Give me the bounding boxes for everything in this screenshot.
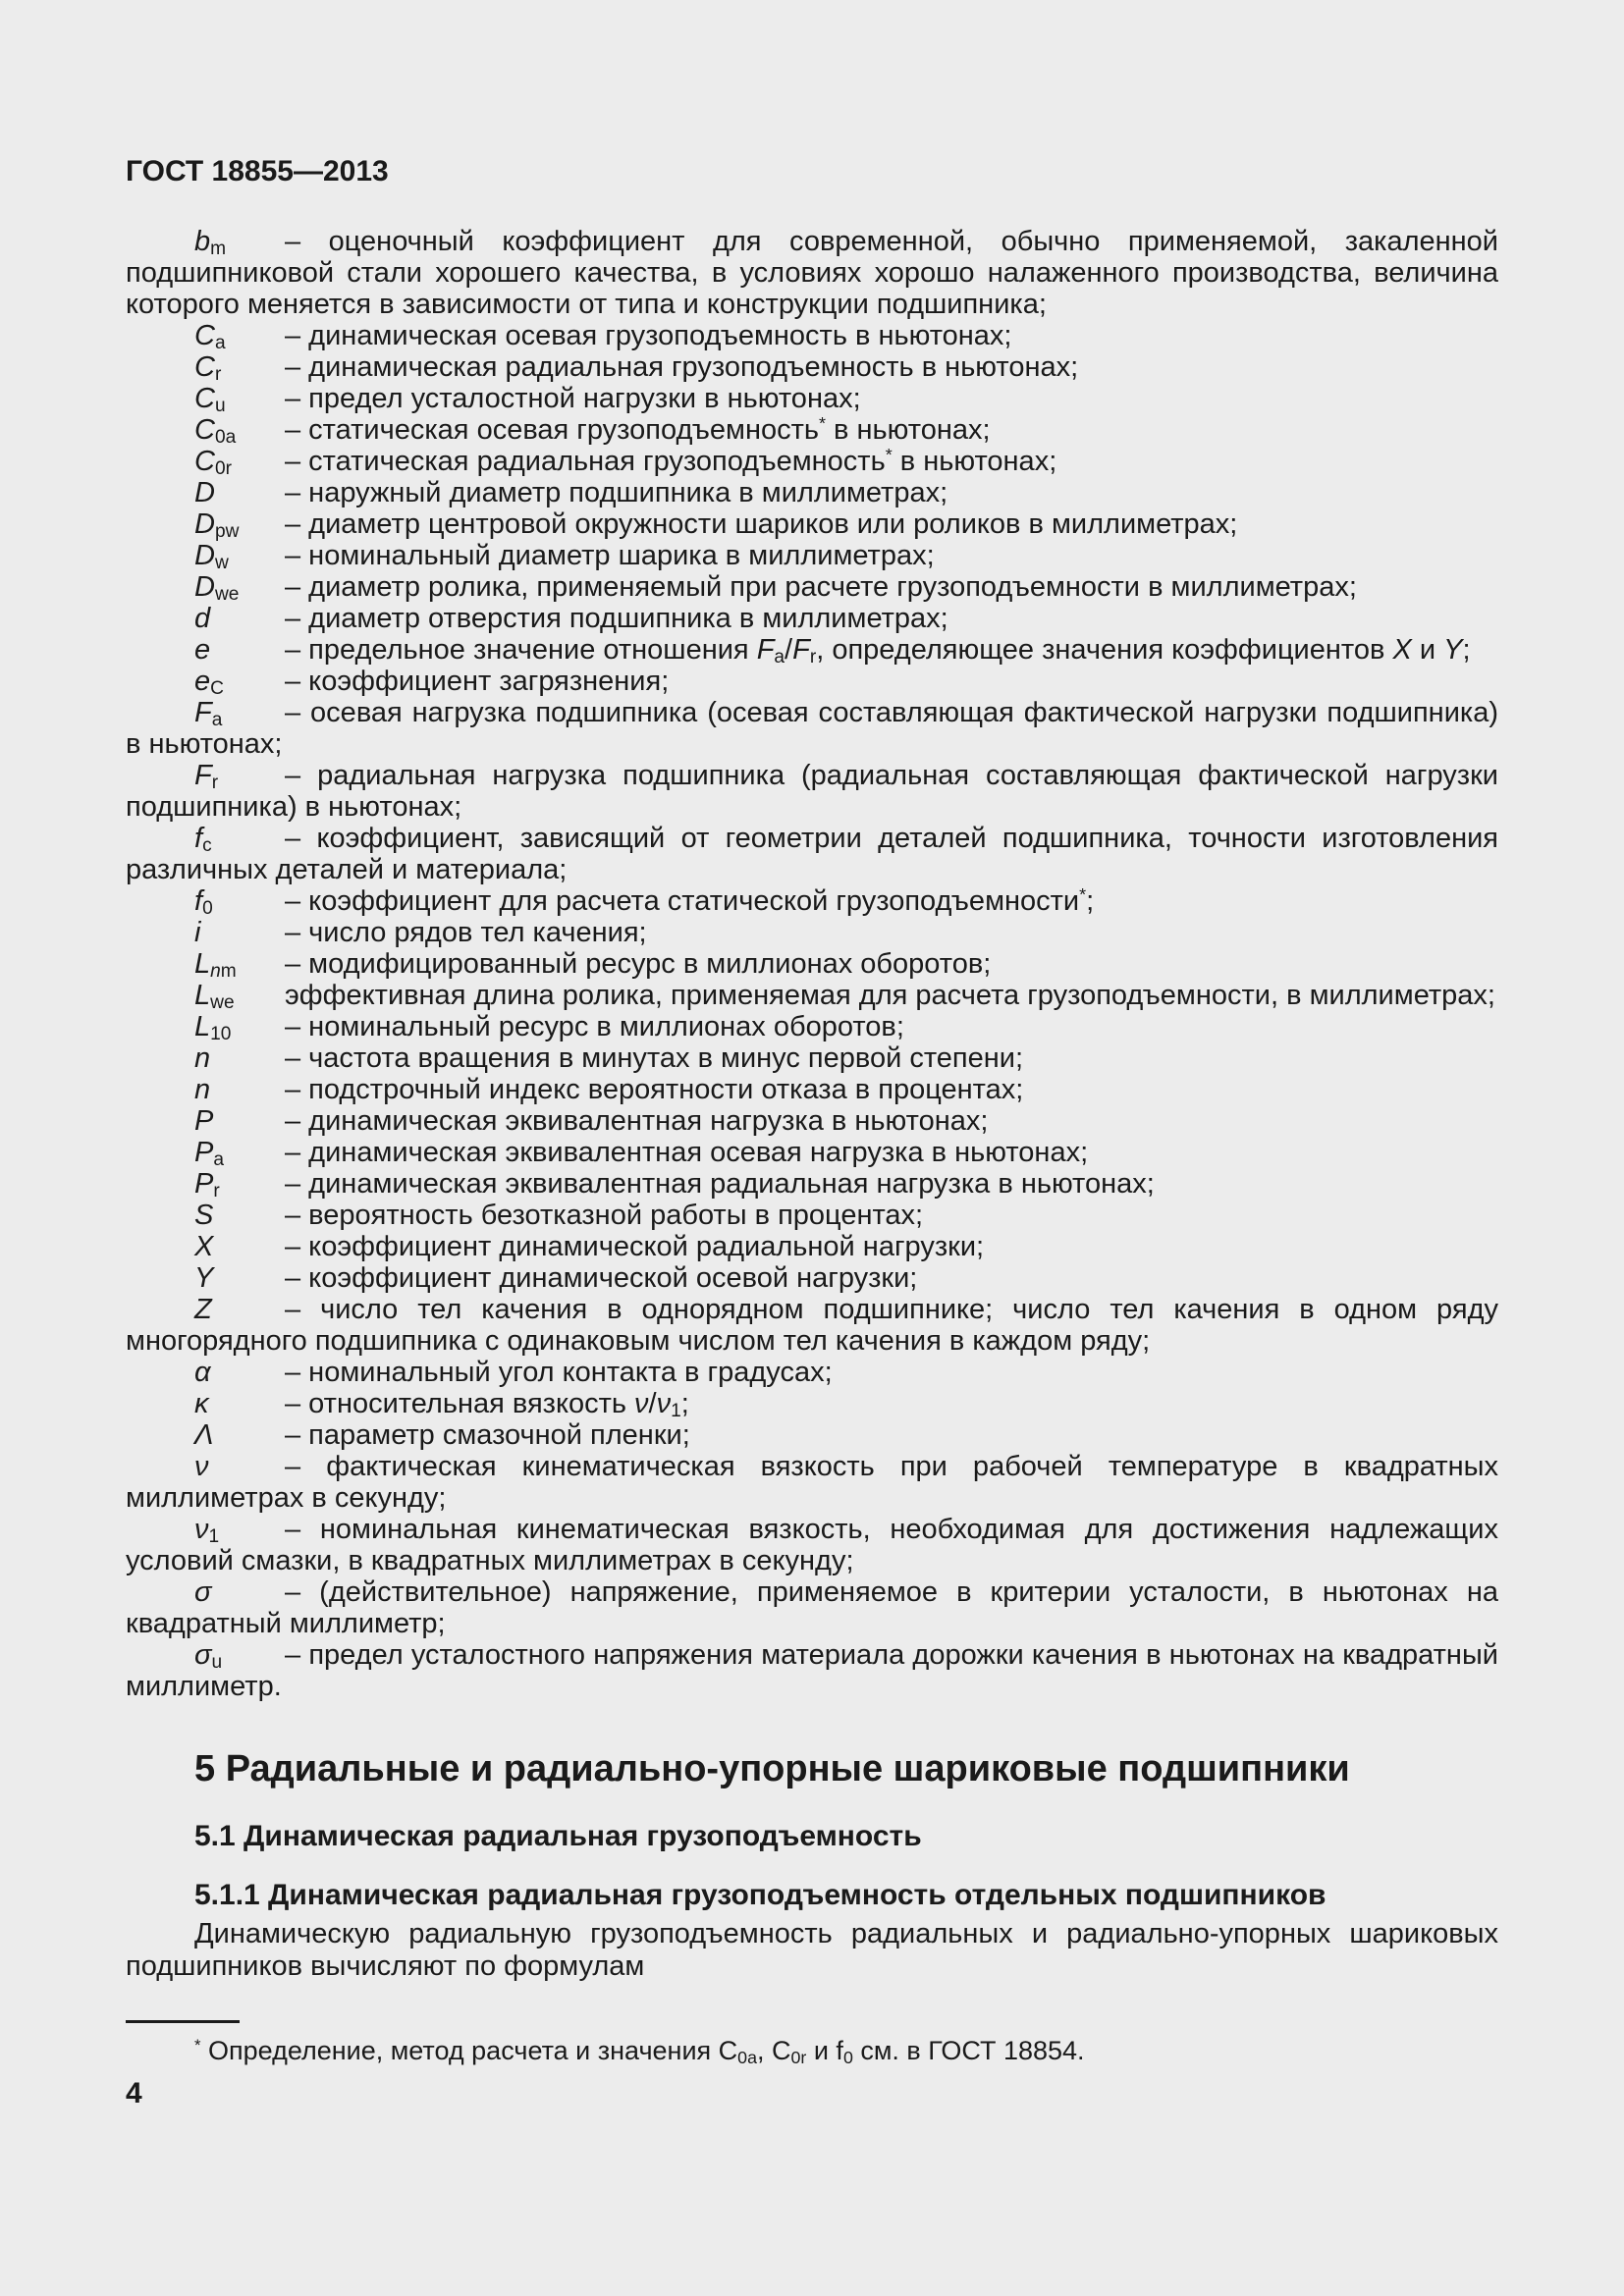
subscript: r xyxy=(213,1181,220,1202)
text-run: – номинальный диаметр шарика в миллиметрах; xyxy=(285,540,935,571)
definition-symbol xyxy=(126,351,285,386)
text-run: C xyxy=(194,414,215,446)
text-run: – осевая нагрузка подшипника (осевая составляющая фактической нагрузки подшипника) в ньютонах; xyxy=(126,697,1498,760)
text-run: эффективная длина ролика, применяемая для расчета грузоподъемности, в миллиметрах; xyxy=(285,980,1495,1011)
text-run: – диаметр ролика, применяемый при расчете грузоподъемности в миллиметрах; xyxy=(285,571,1357,603)
subscript: u xyxy=(211,1652,223,1674)
definition-symbol xyxy=(126,1137,285,1171)
content-column xyxy=(126,155,1498,1983)
text-run: см. в ГОСТ 18854. xyxy=(852,2036,1085,2065)
definition-entry xyxy=(126,1168,1498,1200)
text-run: X xyxy=(1392,634,1412,666)
definition-entry xyxy=(126,1576,1498,1639)
definition-entry xyxy=(126,571,1498,606)
subscript: 0a xyxy=(737,2047,757,2067)
text-run: в ньютонах; xyxy=(825,414,991,446)
text-run: ν xyxy=(194,1514,209,1545)
definition-symbol xyxy=(126,540,285,574)
text-run: C xyxy=(194,351,215,383)
text-run: i xyxy=(194,917,201,948)
text-run: L xyxy=(194,948,211,980)
text-run: – модифицированный ресурс в миллионах оборотов; xyxy=(285,948,992,980)
definition-symbol xyxy=(126,1514,285,1548)
text-run: F xyxy=(756,634,775,666)
definition-symbol xyxy=(126,603,285,634)
definition-symbol xyxy=(126,1011,285,1045)
subscript: 1 xyxy=(671,1401,681,1422)
text-run: Z xyxy=(194,1294,212,1325)
text-run: f xyxy=(194,823,203,854)
subscript: we xyxy=(214,584,240,606)
definition-symbol xyxy=(126,320,285,354)
subscript: 0 xyxy=(202,898,213,920)
footnote-rule xyxy=(126,2020,240,2023)
text-run: – предел усталостного напряжения материала дорожки качения в ньютонах на квадратный миллиметр. xyxy=(126,1639,1498,1702)
text-run: – частота вращения в минутах в минус первой степени; xyxy=(285,1042,1024,1074)
text-run: κ xyxy=(194,1388,209,1419)
text-run: / xyxy=(785,634,793,666)
text-run: / xyxy=(648,1388,657,1419)
definition-symbol xyxy=(126,1042,285,1074)
text-run: – коэффициент динамической радиальной нагрузки; xyxy=(285,1231,985,1262)
definition-symbol xyxy=(126,1639,285,1674)
subscript: pw xyxy=(214,521,240,543)
text-run: F xyxy=(194,697,212,728)
subscript: r xyxy=(809,647,817,668)
text-run: d xyxy=(194,603,211,634)
text-run: – номинальная кинематическая вязкость, необходимая для достижения надлежащих условий смазки, в квадратных миллиметрах в секунду; xyxy=(126,1514,1498,1576)
definition-symbol xyxy=(126,1231,285,1262)
definition-symbol xyxy=(126,980,285,1014)
page-number: 4 xyxy=(126,2077,142,2109)
subscript: 0 xyxy=(842,2047,853,2067)
section-heading-5-1: 5.1 Динамическая радиальная грузоподъемность xyxy=(194,1820,922,1852)
definition-entry xyxy=(126,1011,1498,1045)
subscript: we xyxy=(210,992,235,1014)
definition-entry xyxy=(126,917,1498,948)
text-run: P xyxy=(194,1105,214,1137)
definition-symbol xyxy=(126,1451,285,1482)
definition-symbol xyxy=(126,760,285,794)
footnote-text xyxy=(126,2036,1498,2066)
definition-entry xyxy=(126,477,1498,508)
text-run: – коэффициент загрязнения; xyxy=(285,666,670,697)
text-run: и f xyxy=(806,2036,843,2065)
text-run: F xyxy=(194,760,212,791)
definition-entry xyxy=(126,1042,1498,1074)
text-run: f xyxy=(194,885,203,917)
text-run: – статическая осевая грузоподъемность xyxy=(285,414,819,446)
definition-entry xyxy=(126,1137,1498,1171)
text-run: S xyxy=(194,1200,214,1231)
definition-entry xyxy=(126,1388,1498,1422)
text-run: – параметр смазочной пленки; xyxy=(285,1419,690,1451)
definition-entry xyxy=(126,697,1498,760)
definition-entry xyxy=(126,540,1498,574)
definition-entry xyxy=(126,634,1498,666)
text-run: F xyxy=(792,634,810,666)
superscript-star: * xyxy=(194,2035,201,2055)
text-run: – динамическая эквивалентная осевая нагрузка в ньютонах; xyxy=(285,1137,1089,1168)
text-run: ; xyxy=(680,1388,689,1419)
definition-entry xyxy=(126,823,1498,885)
definition-symbol xyxy=(126,1419,285,1451)
text-run: D xyxy=(194,571,215,603)
text-run: – коэффициент для расчета статической грузоподъемности xyxy=(285,885,1080,917)
definition-entry xyxy=(126,1262,1498,1294)
body-paragraph: Динамическую радиальную грузоподъемность радиальных и радиально-упорных шариковых подшипников вычисляют по формулам xyxy=(126,1918,1498,1982)
text-run: и xyxy=(1411,634,1444,666)
subscript: a xyxy=(213,1149,224,1171)
text-run: – динамическая радиальная грузоподъемность в ньютонах; xyxy=(285,351,1079,383)
definition-entry xyxy=(126,226,1498,320)
definition-entry xyxy=(126,383,1498,417)
text-run: – фактическая кинематическая вязкость при рабочей температуре в квадратных миллиметрах в секунду; xyxy=(126,1451,1498,1514)
definition-entry xyxy=(126,413,1498,449)
text-run: – диаметр центровой окружности шариков или роликов в миллиметрах; xyxy=(285,508,1238,540)
definition-entry xyxy=(126,760,1498,823)
text-run: ν xyxy=(634,1388,649,1419)
text-run: – коэффициент, зависящий от геометрии деталей подшипника, точности изготовления различных деталей и материала; xyxy=(126,823,1498,885)
definition-symbol xyxy=(126,885,285,920)
definition-entry xyxy=(126,1357,1498,1388)
definition-symbol xyxy=(126,948,285,983)
definition-entry xyxy=(126,1105,1498,1137)
text-run: в ньютонах; xyxy=(892,446,1057,477)
text-run: – коэффициент динамической осевой нагрузки; xyxy=(285,1262,918,1294)
text-run: n xyxy=(194,1042,211,1074)
text-run: – статическая радиальная грузоподъемность xyxy=(285,446,886,477)
text-run: – радиальная нагрузка подшипника (радиальная составляющая фактической нагрузки подшипника) в ньютонах; xyxy=(126,760,1498,823)
text-run: ν xyxy=(194,1451,209,1482)
definition-symbol xyxy=(126,1388,285,1419)
definition-entry xyxy=(126,1639,1498,1702)
text-run: P xyxy=(194,1137,214,1168)
subscript: m xyxy=(210,239,227,260)
text-run: ν xyxy=(656,1388,672,1419)
text-run: – относительная вязкость xyxy=(285,1388,635,1419)
definition-symbol xyxy=(126,383,285,417)
text-run: P xyxy=(194,1168,214,1200)
definition-symbol xyxy=(126,697,285,731)
text-run: – предел усталостной нагрузки в ньютонах; xyxy=(285,383,861,414)
definition-entry xyxy=(126,1451,1498,1514)
definition-symbol xyxy=(126,477,285,508)
definition-entry xyxy=(126,1419,1498,1451)
text-run: Y xyxy=(1443,634,1463,666)
text-run: , C xyxy=(756,2036,791,2065)
subscript: c xyxy=(202,835,212,857)
subscript: 1 xyxy=(208,1526,220,1548)
text-run: – наружный диаметр подшипника в миллиметрах; xyxy=(285,477,948,508)
text-run: b xyxy=(194,226,211,257)
subscript: n xyxy=(210,961,221,983)
text-run: – номинальный ресурс в миллионах оборотов; xyxy=(285,1011,904,1042)
section-heading-5: 5 Радиальные и радиально-упорные шариковые подшипники xyxy=(194,1748,1350,1789)
subscript: w xyxy=(214,553,229,574)
subscript: 0r xyxy=(214,458,232,480)
definition-entry xyxy=(126,666,1498,700)
text-run: σ xyxy=(194,1639,212,1671)
definition-symbol xyxy=(126,1105,285,1137)
superscript-star: * xyxy=(885,445,893,465)
subscript: 0r xyxy=(790,2047,807,2067)
text-run: n xyxy=(194,1074,211,1105)
text-run: e xyxy=(194,634,211,666)
subscript: a xyxy=(774,647,785,668)
subscript: C xyxy=(210,678,224,700)
definition-symbol xyxy=(126,226,285,260)
text-run: L xyxy=(194,980,211,1011)
superscript-star: * xyxy=(818,413,826,434)
definition-symbol xyxy=(126,508,285,543)
text-run: C xyxy=(194,446,215,477)
text-run: – динамическая осевая грузоподъемность в ньютонах; xyxy=(285,320,1012,351)
definition-entry xyxy=(126,445,1498,480)
definition-symbol xyxy=(126,1168,285,1200)
definition-symbol xyxy=(126,1357,285,1388)
text-run: Определение, метод расчета и значения C xyxy=(200,2036,738,2065)
definition-symbol xyxy=(126,1262,285,1294)
definition-symbol xyxy=(126,1200,285,1231)
subscript: 10 xyxy=(210,1024,232,1045)
subscript: a xyxy=(214,333,226,354)
definition-entry xyxy=(126,1231,1498,1262)
subscript: a xyxy=(211,710,223,731)
definition-symbol xyxy=(126,1576,285,1608)
text-run: D xyxy=(194,540,215,571)
definition-symbol xyxy=(126,446,285,480)
subscript: u xyxy=(214,396,226,417)
footnote xyxy=(126,2020,1498,2066)
text-run: X xyxy=(194,1231,214,1262)
text-run: α xyxy=(194,1357,211,1388)
text-run: – число рядов тел качения; xyxy=(285,917,647,948)
definition-entry xyxy=(126,1514,1498,1576)
text-run: Λ xyxy=(194,1419,214,1451)
text-run: – диаметр отверстия подшипника в миллиметрах; xyxy=(285,603,948,634)
definition-symbol xyxy=(126,571,285,606)
definition-entry xyxy=(126,980,1498,1014)
text-run: Y xyxy=(194,1262,214,1294)
definition-entry xyxy=(126,948,1498,983)
text-run: – динамическая эквивалентная радиальная нагрузка в ньютонах; xyxy=(285,1168,1155,1200)
definition-entry xyxy=(126,884,1498,920)
subscript: m xyxy=(220,961,237,983)
text-run: – подстрочный индекс вероятности отказа в процентах; xyxy=(285,1074,1024,1105)
text-run: – предельное значение отношения xyxy=(285,634,757,666)
subscript: r xyxy=(211,773,219,794)
subscript: 0a xyxy=(214,427,237,449)
text-run: D xyxy=(194,508,215,540)
definition-symbol xyxy=(126,823,285,857)
subscript: r xyxy=(214,364,222,386)
text-run: C xyxy=(194,383,215,414)
definition-entry xyxy=(126,1294,1498,1357)
superscript-star: * xyxy=(1079,884,1087,905)
definition-entry xyxy=(126,508,1498,543)
text-run: – вероятность безотказной работы в процентах; xyxy=(285,1200,924,1231)
text-run: – число тел качения в однорядном подшипнике; число тел качения в одном ряду многорядного подшипника с одинаковым числом тел качения в каждом ряду; xyxy=(126,1294,1498,1357)
definition-entry xyxy=(126,320,1498,354)
text-run: – динамическая эквивалентная нагрузка в ньютонах; xyxy=(285,1105,989,1137)
definition-symbol xyxy=(126,634,285,666)
text-run: ; xyxy=(1462,634,1471,666)
text-run: e xyxy=(194,666,211,697)
text-run: – номинальный угол контакта в градусах; xyxy=(285,1357,833,1388)
definitions-list xyxy=(126,226,1498,1702)
definition-symbol xyxy=(126,1294,285,1325)
text-run: , определяющее значения коэффициентов xyxy=(816,634,1393,666)
text-run: – оценочный коэффициент для современной, обычно применяемой, закаленной подшипниковой стали хорошего качества, в условиях хорошо налаженного производства, величина которого меняется в зависимости от типа и конструкции подшипника; xyxy=(126,226,1498,320)
definition-symbol xyxy=(126,917,285,948)
definition-entry xyxy=(126,1200,1498,1231)
text-run: C xyxy=(194,320,215,351)
text-run: σ xyxy=(194,1576,212,1608)
definition-entry xyxy=(126,351,1498,386)
definition-entry xyxy=(126,603,1498,634)
text-run: D xyxy=(194,477,215,508)
document-header: ГОСТ 18855—2013 xyxy=(126,155,389,187)
text-run: L xyxy=(194,1011,211,1042)
definition-symbol xyxy=(126,1074,285,1105)
definition-entry xyxy=(126,1074,1498,1105)
text-run: – (действительное) напряжение, применяемое в критерии усталости, в ньютонах на квадратный миллиметр; xyxy=(126,1576,1498,1639)
text-run: ; xyxy=(1086,885,1095,917)
definition-symbol xyxy=(126,666,285,700)
section-heading-5-1-1: 5.1.1 Динамическая радиальная грузоподъемность отдельных подшипников xyxy=(194,1879,1326,1911)
definition-symbol xyxy=(126,414,285,449)
